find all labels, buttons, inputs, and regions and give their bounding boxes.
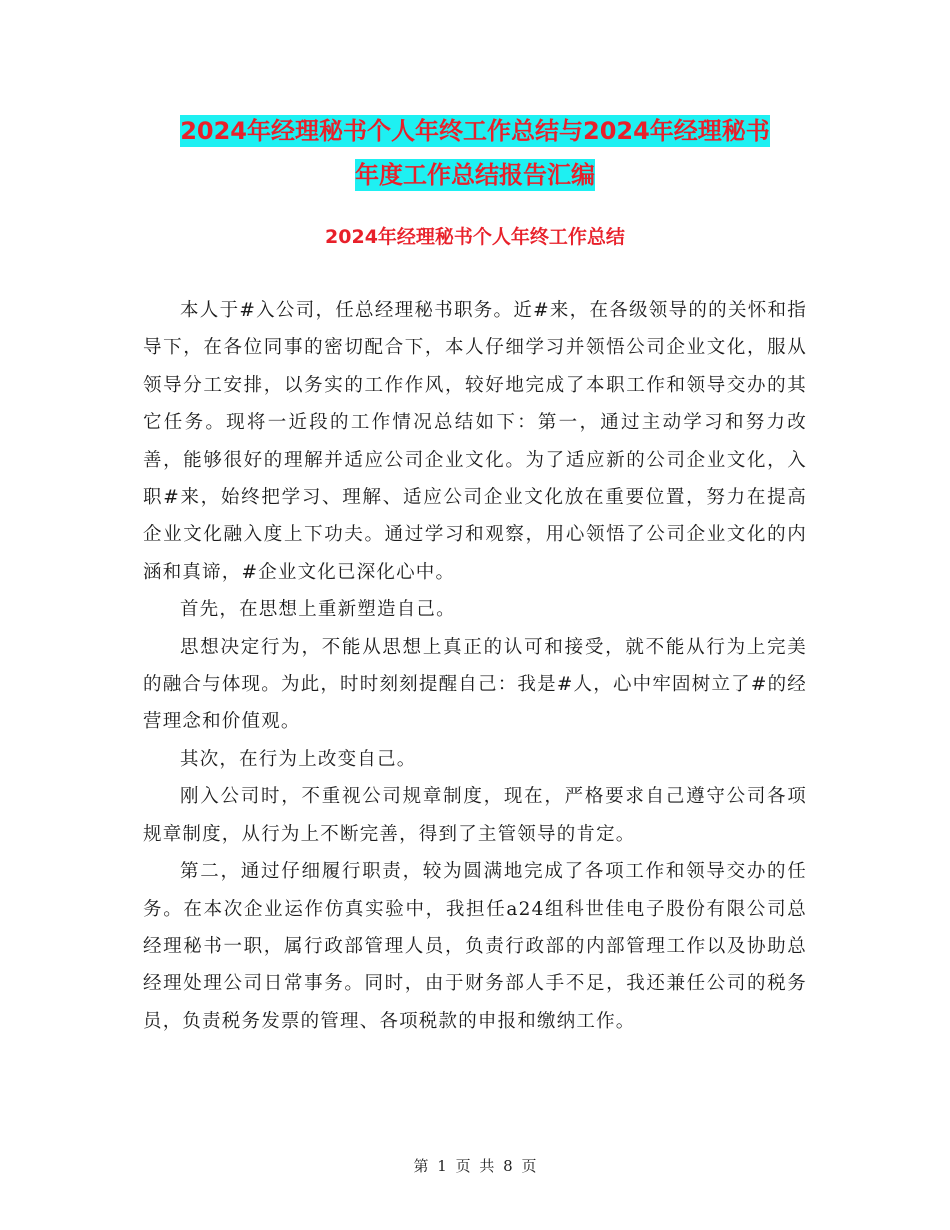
- document-title-line-2: [0, 160, 950, 190]
- title-highlight: 2024年经理秘书个人年终工作总结与2024年经理秘书: [180, 117, 770, 145]
- paragraph: 首先，在思想上重新塑造自己。: [180, 599, 456, 621]
- document-title-line-1: [0, 116, 950, 146]
- document-body: [143, 292, 807, 1040]
- paragraph: 本人于#入公司，任总经理秘书职务。近#来，在各级领导的的关怀和指导下，在各位同事的密切配合下，本人仔细学习并领悟公司企业文化，服从领导分工安排，以务实的工作作风，较好地完成了本职工作和领导交办的其它任务。现将一近段的工作情况总结如下：第一，通过主动学习和努力改善，能够很好的理解并适应公司企业文化。为了适应新的公司企业文化，入职#来，始终把学习、理解、适应公司企业文化放在重要位置，努力在提高企业文化融入度上下功夫。通过学习和观察，用心领悟了公司企业文化的内涵和真谛，#企业文化已深化心中。: [143, 300, 807, 583]
- paragraph: 思想决定行为，不能从思想上真正的认可和接受，就不能从行为上完美的融合与体现。为此，时时刻刻提醒自己：我是#人，心中牢固树立了#的经营理念和价值观。: [143, 636, 807, 733]
- section-title: 2024年经理秘书个人年终工作总结: [325, 226, 625, 248]
- paragraph: 第二，通过仔细履行职责，较为圆满地完成了各项工作和领导交办的任务。在本次企业运作仿真实验中，我担任a24组科世佳电子股份有限公司总经理秘书一职，属行政部管理人员，负责行政部的内部管理工作以及协助总经理处理公司日常事务。同时，由于财务部人手不足，我还兼任公司的税务员，负责税务发票的管理、各项税款的申报和缴纳工作。: [143, 861, 807, 1032]
- paragraph: 其次，在行为上改变自己。: [180, 748, 417, 770]
- page-footer: 第 1 页 共 8 页: [413, 1157, 537, 1175]
- paragraph: 刚入公司时，不重视公司规章制度，现在，严格要求自己遵守公司各项规章制度，从行为上不断完善，得到了主管领导的肯定。: [143, 786, 807, 845]
- title-highlight: 年度工作总结报告汇编: [355, 161, 595, 189]
